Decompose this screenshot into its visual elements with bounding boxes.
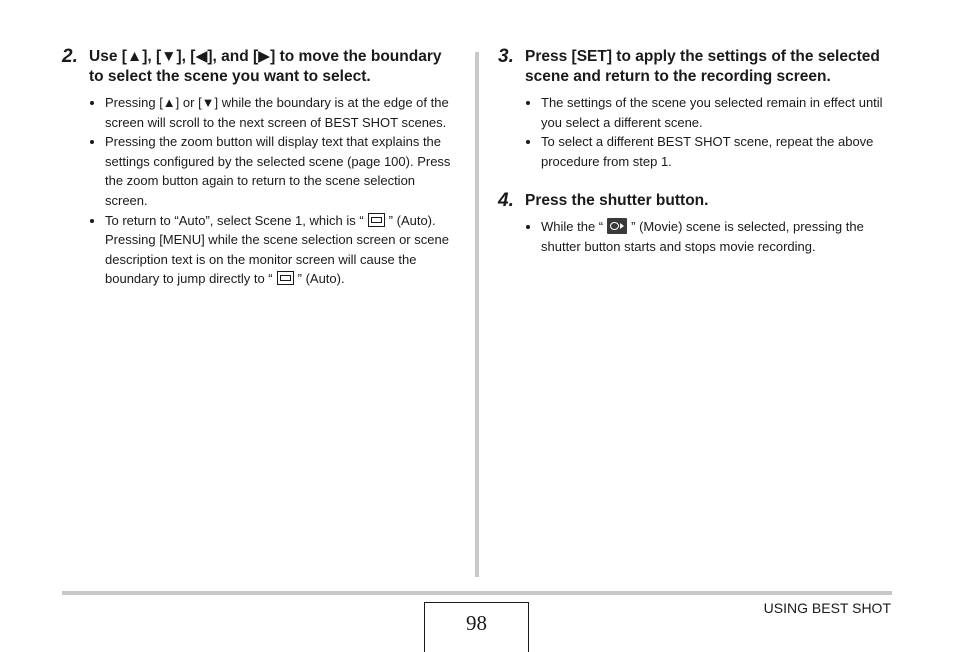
left-column: [62, 47, 460, 289]
step-number: 3.: [498, 46, 514, 67]
step-number: 4.: [498, 190, 514, 212]
step-title: Use [▲], [▼], [◀], and [▶] to move the boundary to select the scene you want to select.: [89, 48, 442, 85]
list-item: Pressing the zoom button will display text that explains the settings configured by the selected scene (page 100). Press the zoom button again to return to the scene selection screen.: [105, 132, 460, 210]
movie-scene-icon: [607, 218, 627, 234]
step-number: 2.: [62, 46, 78, 67]
column-divider: [475, 52, 479, 577]
step-3-bullets: [498, 93, 890, 171]
step-2-heading: [62, 47, 460, 87]
step-title: Press [SET] to apply the settings of the selected scene and return to the recording screen.: [525, 48, 880, 85]
footer-divider: [62, 591, 892, 595]
list-item: Pressing [▲] or [▼] while the boundary is at the edge of the screen will scroll to the next screen of BEST SHOT scenes.: [105, 93, 460, 132]
list-item-text: ” (Movie) scene is selected, pressing the shutter button starts and stops movie recording.: [541, 219, 864, 254]
page-number: 98: [466, 611, 487, 635]
step-4-bullets: [498, 217, 890, 256]
right-column: [498, 47, 890, 257]
step-4-heading: [498, 191, 890, 211]
step-2-bullets: [62, 93, 460, 289]
list-item: [541, 217, 890, 256]
step-title: Press the shutter button.: [525, 192, 709, 210]
list-item-text: To return to “Auto”, select Scene 1, which is “: [105, 212, 364, 228]
list-item: The settings of the scene you selected remain in effect until you select a different scene.: [541, 93, 890, 132]
auto-scene-icon: [277, 271, 294, 285]
list-item-text: ” (Auto). Pressing [MENU] while the scene selection screen or scene description text is on the monitor screen will cause the boundary to jump directly to “: [105, 212, 449, 287]
list-item-text: ” (Auto).: [297, 271, 345, 287]
auto-scene-icon: [368, 213, 385, 227]
list-item: [105, 211, 460, 289]
list-item-text: While the “: [541, 219, 604, 235]
page-number-box: [424, 602, 529, 652]
section-label: USING BEST SHOT: [763, 600, 891, 616]
step-3-heading: [498, 47, 890, 87]
list-item: To select a different BEST SHOT scene, repeat the above procedure from step 1.: [541, 132, 890, 171]
